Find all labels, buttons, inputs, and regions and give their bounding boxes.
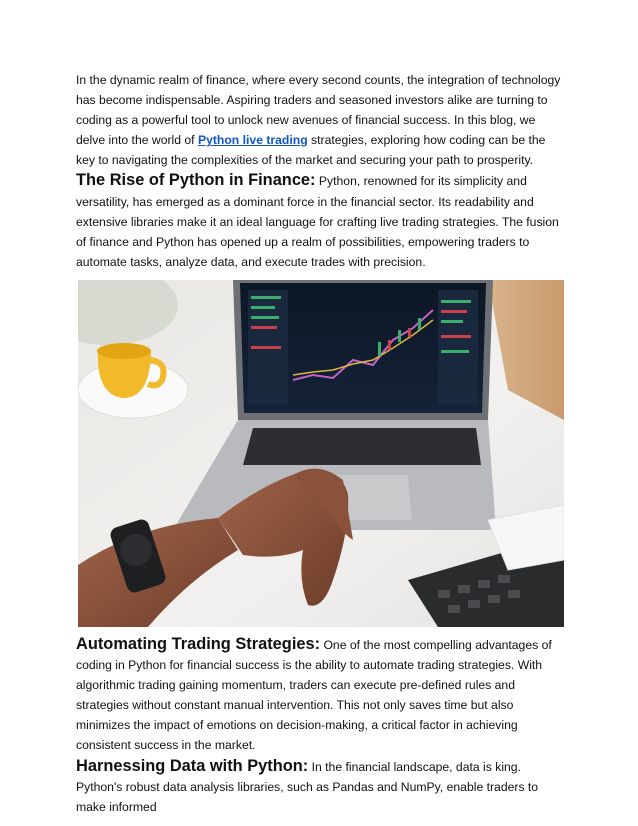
section-heading: The Rise of Python in Finance: <box>76 171 316 190</box>
section-body: One of the most compelling advantages of coding in Python for financial success is the ability to automate trading strategies. With algorithmic trading gaining momentum, traders can execute pre-defined rules and strategies without constant manual intervention. This not only saves time but also minimizes the impact of emotions on decision-making, a critical factor in achieving consistent success in the market. <box>76 637 552 753</box>
python-live-trading-link[interactable]: Python live trading <box>197 133 308 148</box>
intro-text-before: In the dynamic realm of finance, where every second counts, the integration of technology has become indispensable. Aspiring traders and seasoned investors alike are turning to coding as a powerful tool to unlock new avenues of financial success. In this blog, we delve into the world of <box>76 73 561 148</box>
section-body: Python, renowned for its simplicity and versatility, has emerged as a dominant force in the financial sector. Its readability and extensive libraries make it an ideal language for crafting live trading strategies. The fusion of finance and Python has opened up a realm of possibilities, empowering traders to automate tasks, analyze data, and execute trades with precision. <box>76 174 559 269</box>
section-rise-of-python <box>76 170 566 271</box>
blog-article <box>76 70 566 817</box>
trading-laptop-photo <box>78 280 564 627</box>
section-body: In the financial landscape, data is king. Python's robust data analysis libraries, such as Pandas and NumPy, enable traders to make informed <box>76 759 539 814</box>
section-heading: Harnessing Data with Python: <box>76 756 309 775</box>
section-automating-trading <box>76 634 566 756</box>
intro-paragraph <box>76 70 566 170</box>
section-heading: Automating Trading Strategies: <box>76 634 321 653</box>
intro-text-after: strategies, exploring how coding can be the key to navigating the complexities of the market and securing your path to prosperity. <box>76 133 546 168</box>
section-harnessing-data <box>76 756 566 817</box>
